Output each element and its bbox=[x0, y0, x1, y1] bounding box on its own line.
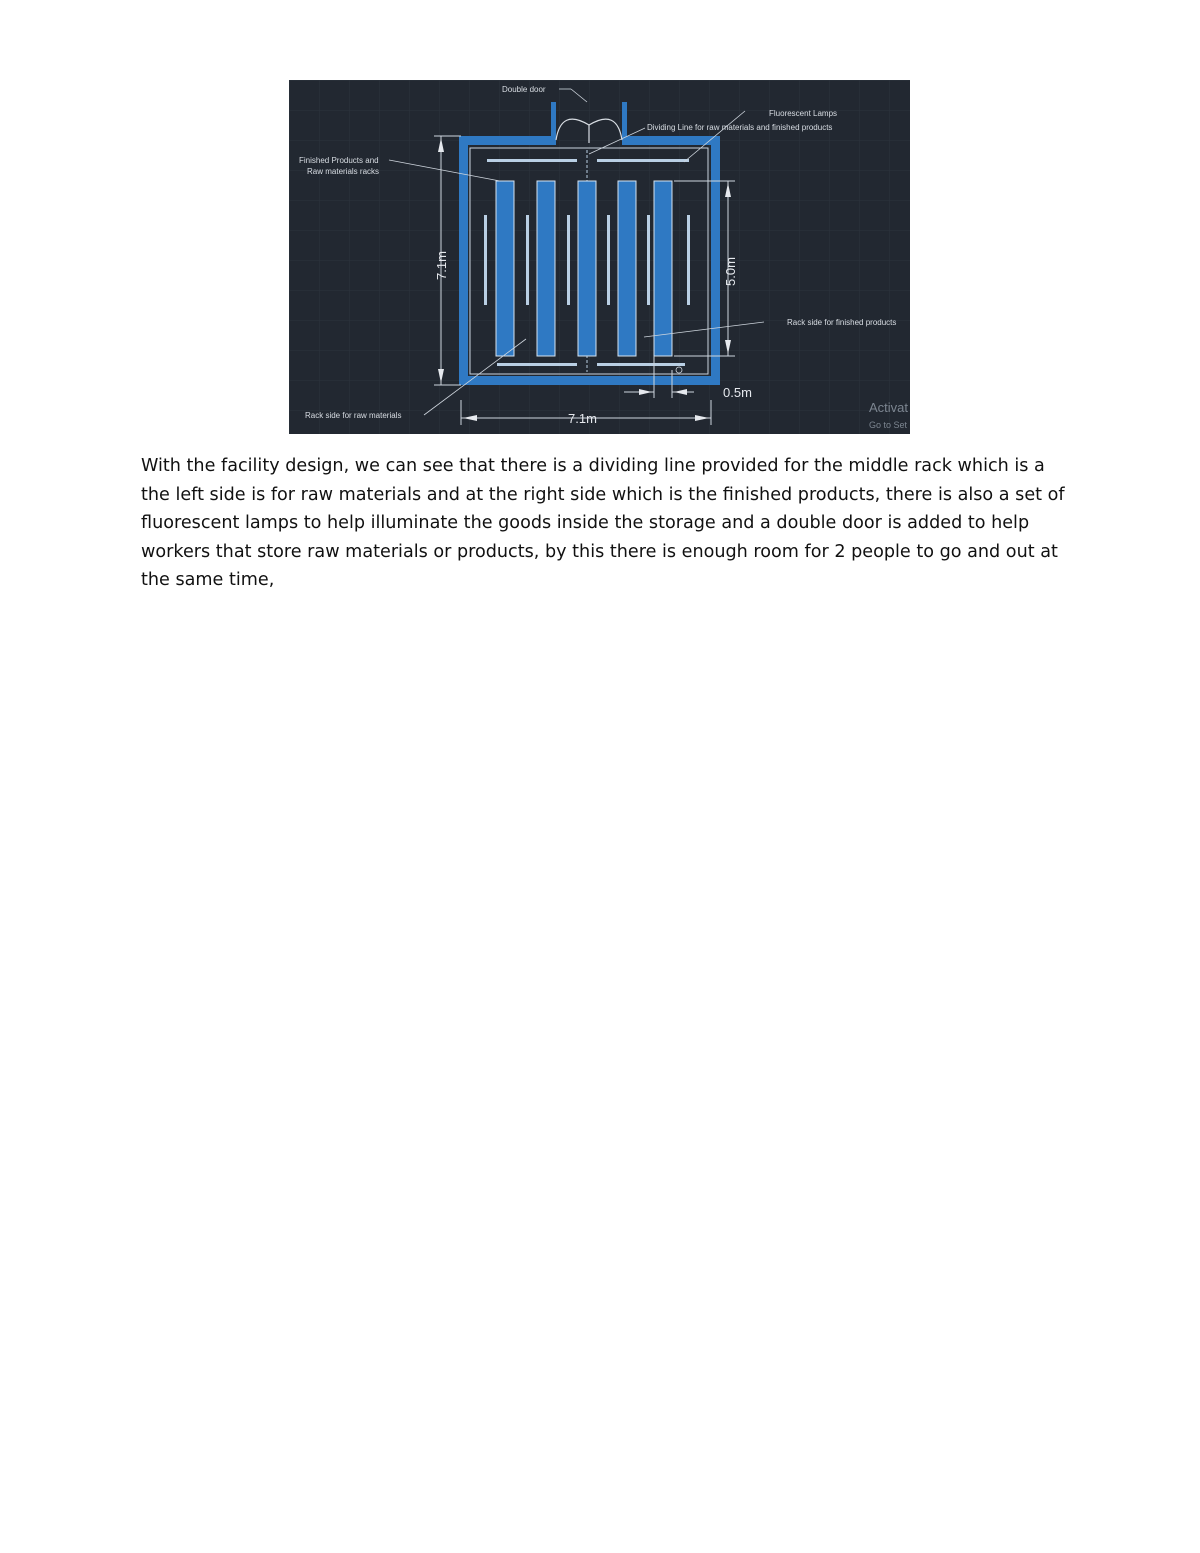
label-fluorescent-lamps: Fluorescent Lamps bbox=[769, 109, 838, 118]
description-paragraph: With the facility design, we can see that there is a dividing line provided for the middle rack which is a the left side is for raw materials and at the right side which is the finished products, there is also a set of fluorescent lamps to help illuminate the goods inside the storage and a double door is added to help workers that store raw materials or products, by this there is enough room for 2 people to go and out at the same time, bbox=[141, 456, 1065, 590]
watermark-line2: Go to Set bbox=[869, 420, 908, 430]
rack-5 bbox=[654, 181, 672, 356]
facility-floor-plan-figure bbox=[289, 80, 910, 434]
label-finished-side: Rack side for finished products bbox=[787, 318, 897, 327]
dimension-outer-height: 7.1m bbox=[434, 251, 449, 280]
label-double-door: Double door bbox=[502, 85, 546, 94]
label-racks-line1: Finished Products and bbox=[299, 156, 379, 165]
watermark-line1: Activat bbox=[869, 400, 909, 415]
label-dividing-line: Dividing Line for raw materials and finished products bbox=[647, 123, 833, 132]
label-racks-line2: Raw materials racks bbox=[307, 167, 380, 176]
rack-1 bbox=[496, 181, 514, 356]
floor-plan-drawing bbox=[289, 80, 910, 434]
rack-3 bbox=[578, 181, 596, 356]
dimension-outer-width: 7.1m bbox=[568, 411, 597, 426]
dimension-rack-length: 5.0m bbox=[723, 257, 738, 286]
rack-4 bbox=[618, 181, 636, 356]
rack-2 bbox=[537, 181, 555, 356]
label-raw-side: Rack side for raw materials bbox=[305, 411, 402, 420]
dimension-aisle-width: 0.5m bbox=[723, 385, 752, 400]
